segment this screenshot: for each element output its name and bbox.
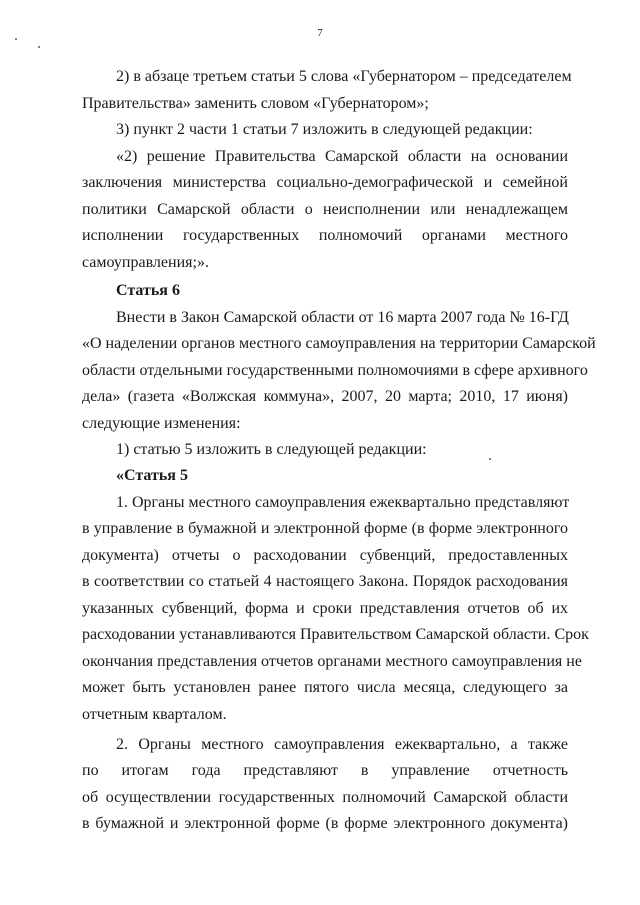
text-line: 2. Органы местного самоуправления ежеквартально, а также (116, 736, 568, 753)
scan-speck (489, 458, 491, 460)
article-heading: Статья 6 (116, 282, 180, 299)
text-line: Внести в Закон Самарской области от 16 марта 2007 года № 16-ГД (116, 309, 569, 326)
text-line: «2) решение Правительства Самарской области на основании (116, 148, 568, 165)
text-line: указанных субвенций, форма и сроки представления отчетов об их (82, 600, 568, 617)
text-line: окончания представления отчетов органами местного самоуправления не (82, 653, 582, 670)
text-line: по итогам года представляют в управление отчетность (82, 762, 568, 779)
text-line: 1. Органы местного самоуправления ежеквартально представляют (116, 494, 570, 511)
text-line: области отдельными государственными полномочиями в сфере архивного (82, 362, 588, 379)
text-line: в соответствии со статьей 4 настоящего Закона. Порядок расходования (82, 573, 568, 590)
text-line: Правительства» заменить словом «Губернатором»; (82, 95, 429, 112)
text-line: исполнении государственных полномочий органами местного (82, 227, 568, 244)
article-heading: «Статья 5 (116, 467, 188, 484)
text-line: документа) отчеты о расходовании субвенций, предоставленных (82, 547, 568, 564)
text-line: 3) пункт 2 части 1 статьи 7 изложить в следующей редакции: (116, 121, 533, 138)
text-line: в бумажной и электронной форме (в форме электронного документа) (82, 815, 568, 832)
text-line: дела» (газета «Волжская коммуна», 2007, 20 марта; 2010, 17 июня) (82, 388, 568, 405)
page-number: 7 (317, 27, 323, 39)
text-line: самоуправления;». (82, 254, 209, 271)
text-line: «О наделении органов местного самоуправления на территории Самарской (82, 335, 596, 352)
text-line: расходовании устанавливаются Правительством Самарской области. Срок (82, 626, 589, 643)
text-line: 2) в абзаце третьем статьи 5 слова «Губернатором – председателем (116, 68, 572, 85)
text-line: отчетным кварталом. (82, 706, 227, 723)
text-line: 1) статью 5 изложить в следующей редакции: (116, 441, 427, 458)
scan-speck (38, 46, 40, 48)
text-line: в управление в бумажной и электронной форме (в форме электронного (82, 520, 568, 537)
text-line: следующие изменения: (82, 415, 241, 432)
text-line: политики Самарской области о неисполнении или ненадлежащем (82, 201, 568, 218)
text-line: об осуществлении государственных полномочий Самарской области (82, 789, 568, 806)
text-line: заключения министерства социально-демографической и семейной (82, 174, 568, 191)
scan-speck (15, 38, 17, 40)
text-line: может быть установлен ранее пятого числа месяца, следующего за (82, 679, 568, 696)
